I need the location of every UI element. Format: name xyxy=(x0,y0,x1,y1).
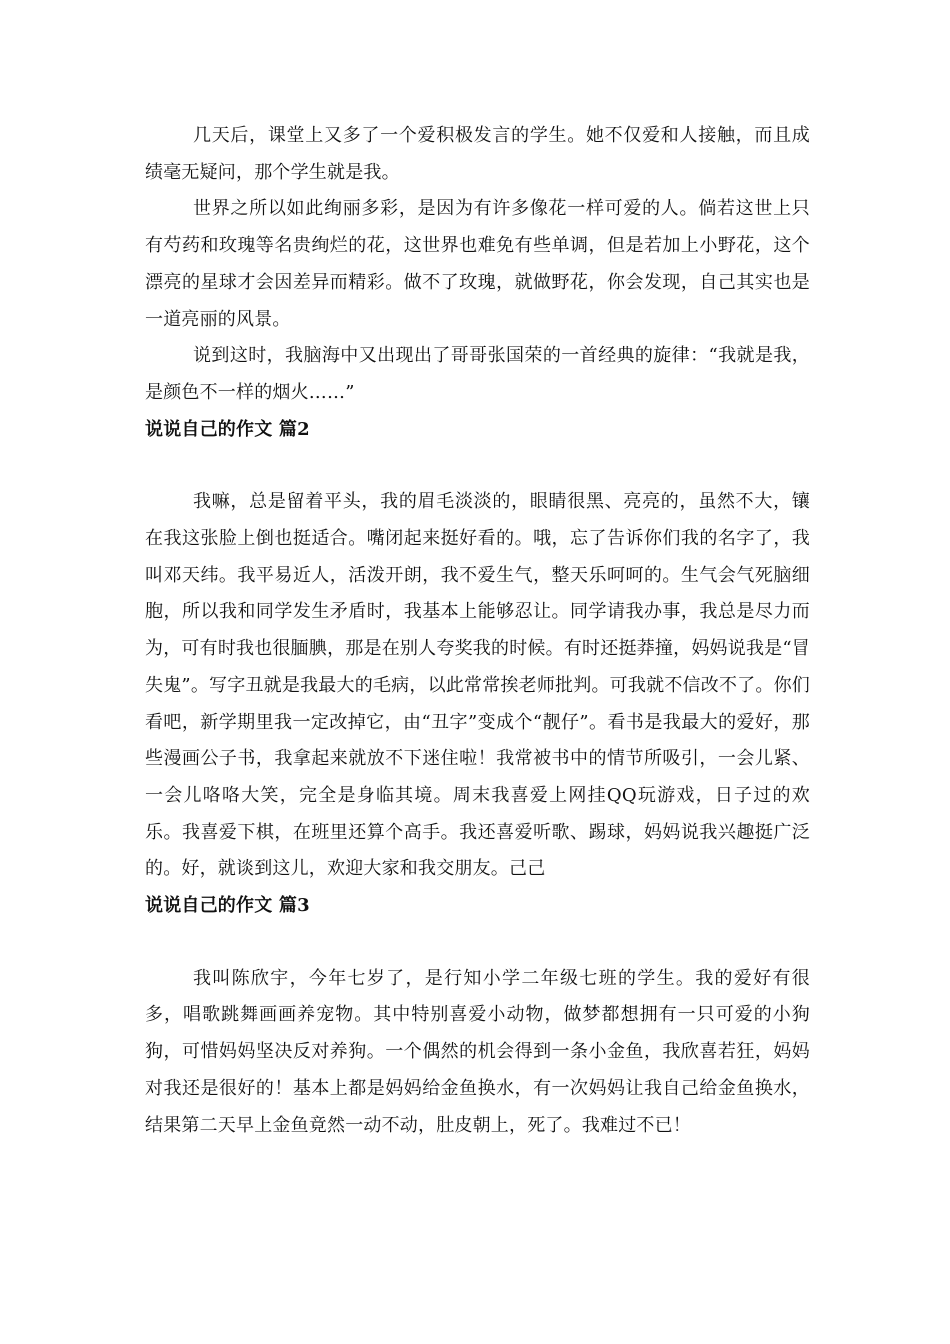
section-heading-3: 说说自己的作文 篇3 xyxy=(145,895,310,917)
section-gap xyxy=(145,925,810,961)
section-gap xyxy=(145,448,810,484)
paragraph-classroom: 几天后，课堂上又多了一个爱积极发言的学生。她不仅爱和人接触，而且成绩毫无疑问，那个学生就是我。 xyxy=(145,125,810,183)
paragraph-fireworks: 说到这时，我脑海中又出现出了哥哥张国荣的一首经典的旋律：“我就是我，是颜色不一样的烟火……” xyxy=(145,345,810,403)
paragraph-self-description-3: 我叫陈欣宇，今年七岁了，是行知小学二年级七班的学生。我的爱好有很多，唱歌跳舞画画养宠物。其中特别喜爱小动物，做梦都想拥有一只可爱的小狗狗，可惜妈妈坚决反对养狗。一个偶然的机会得到一条小金鱼，我欣喜若狂，妈妈对我还是很好的！基本上都是妈妈给金鱼换水，有一次妈妈让我自己给金鱼换水，结果第二天早上金鱼竟然一动不动，肚皮朝上，死了。我难过不已！ xyxy=(145,967,810,1136)
document-page xyxy=(145,118,810,1144)
section-heading-2: 说说自己的作文 篇2 xyxy=(145,418,310,440)
paragraph-self-description-2: 我嘛，总是留着平头，我的眉毛淡淡的，眼睛很黑、亮亮的，虽然不大，镶在我这张脸上倒也挺适合。嘴闭起来挺好看的。哦，忘了告诉你们我的名字了，我叫邓天纬。我平易近人，活泼开朗，我不爱生气，整天乐呵呵的。生气会气死脑细胞，所以我和同学发生矛盾时，我基本上能够忍让。同学请我办事，我总是尽力而为，可有时我也很腼腆，那是在别人夸奖我的时候。有时还挺莽撞，妈妈说我是“冒失鬼”。写字丑就是我最大的毛病，以此常常挨老师批判。可我就不信改不了。你们看吧，新学期里我一定改掉它，由“丑字”变成个“靓仔”。看书是我最大的爱好，那些漫画公子书，我拿起来就放不下迷住啦！我常被书中的情节所吸引，一会儿紧、一会儿咯咯大笑，完全是身临其境。周末我喜爱上网挂QQ玩游戏，日子过的欢乐。我喜爱下棋，在班里还算个高手。我还喜爱听歌、踢球，妈妈说我兴趣挺广泛的。好，就谈到这儿，欢迎大家和我交朋友。己己 xyxy=(145,491,810,880)
paragraph-wildflower: 世界之所以如此绚丽多彩，是因为有许多像花一样可爱的人。倘若这世上只有芍药和玫瑰等名贵绚烂的花，这世界也难免有些单调，但是若加上小野花，这个漂亮的星球才会因差异而精彩。做不了玫瑰，就做野花，你会发现，自己其实也是一道亮丽的风景。 xyxy=(145,198,810,330)
